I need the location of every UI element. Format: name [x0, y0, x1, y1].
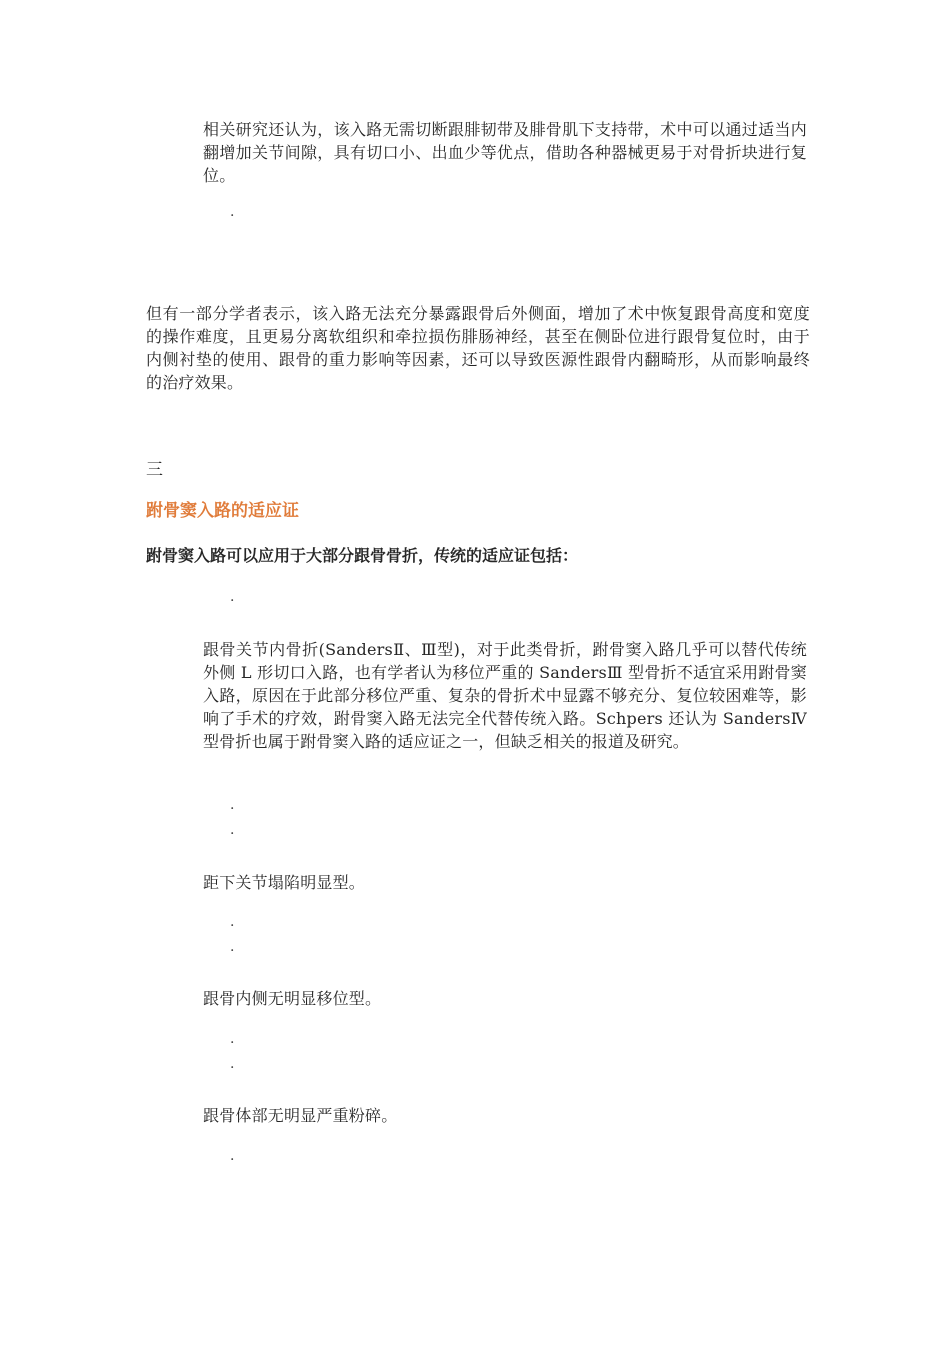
indication-item-body: 跟骨体部无明显严重粉碎。: [203, 1106, 398, 1125]
section-number: 三: [146, 460, 163, 480]
bullet-dot: ·: [230, 1060, 235, 1076]
bullet-dot: ·: [230, 1152, 235, 1168]
bullet-dot: ·: [230, 918, 235, 934]
section-lead: 跗骨窦入路可以应用于大部分跟骨骨折，传统的适应证包括：: [146, 546, 579, 565]
bullet-dot: ·: [230, 943, 235, 959]
bullet-dot: ·: [230, 208, 235, 224]
bullet-dot: ·: [230, 1035, 235, 1051]
indication-item-medial: 跟骨内侧无明显移位型。: [203, 989, 382, 1008]
paragraph-research-advantages: 相关研究还认为，该入路无需切断跟腓韧带及腓骨肌下支持带，术中可以通过适当内翻增加关节间隙，具有切口小、出血少等优点，借助各种器械更易于对骨折块进行复位。: [203, 120, 807, 185]
indication-item-sanders: 跟骨关节内骨折(SandersⅡ、Ⅲ型)，对于此类骨折，跗骨窦入路几乎可以替代传统外侧 L 形切口入路，也有学者认为移位严重的 SandersⅢ 型骨折不适宜采用跗骨窦入路，原因在于此部分移位严重、复杂的骨折术中显露不够充分、复位较困难等，影响了手术的疗效，跗骨窦入路无法完全代替传统入路。Schpers 还认为 SandersⅣ 型骨折也属于跗骨窦入路的适应证之一，但缺乏相关的报道及研究。: [203, 640, 807, 751]
paragraph-scholar-concerns: 但有一部分学者表示，该入路无法充分暴露跟骨后外侧面，增加了术中恢复跟骨高度和宽度的操作难度，且更易分离软组织和牵拉损伤腓肠神经，甚至在侧卧位进行跟骨复位时，由于内侧衬垫的使用、跟骨的重力影响等因素，还可以导致医源性跟骨内翻畸形，从而影响最终的治疗效果。: [146, 304, 810, 392]
bullet-dot: ·: [230, 826, 235, 842]
bullet-dot: ·: [230, 801, 235, 817]
bullet-dot: ·: [230, 593, 235, 609]
section-title: 跗骨窦入路的适应证: [146, 501, 299, 521]
indication-item-subtalar: 距下关节塌陷明显型。: [203, 873, 366, 892]
